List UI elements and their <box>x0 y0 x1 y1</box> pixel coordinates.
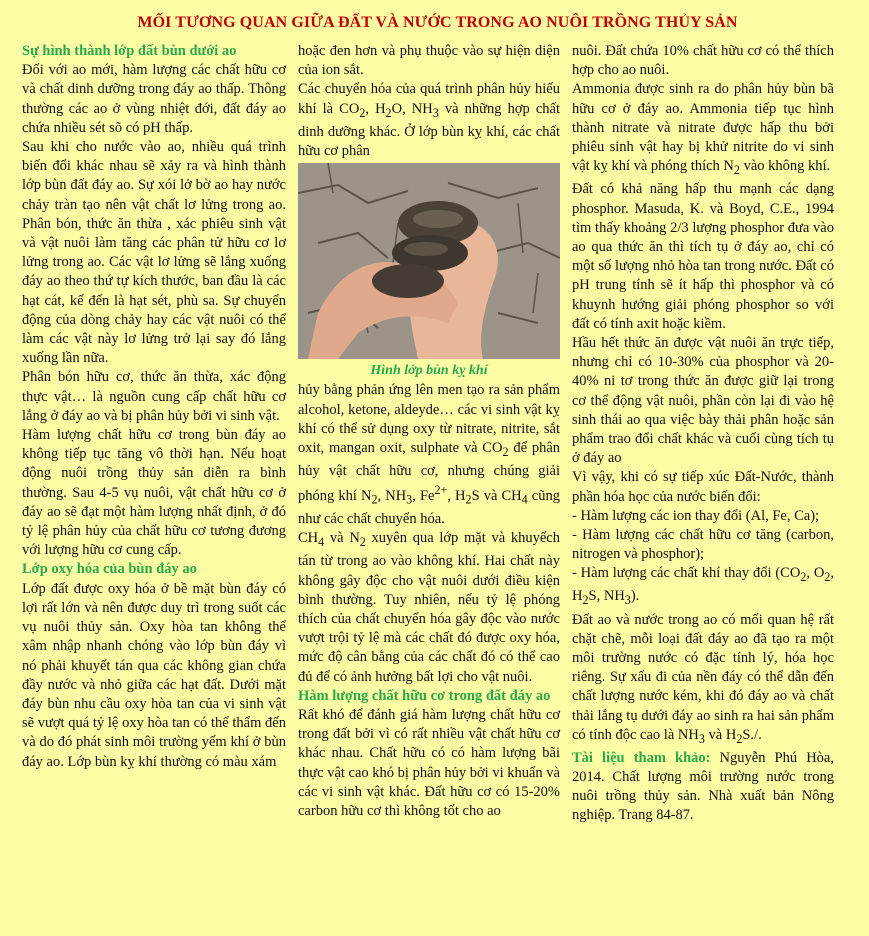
columns <box>22 42 853 826</box>
mud-photo <box>298 163 560 359</box>
reference <box>572 749 834 826</box>
paragraph: Đối với ao mới, hàm lượng các chất hữu cơ và chất dinh dưỡng trong đáy ao thấp. Thông thường các ao ở vùng nhiệt đới, đất đáy ao chứa nhiều sét sõ có pH thấp. <box>22 62 286 136</box>
paragraph: Rất khó để đánh giá hàm lượng chất hữu cơ trong đất bởi vì có rất nhiều vật chất hữu cơ khác nhau. Chất hữu có có hàm lượng bãi thực vật cao khó bị phân hủy bởi vi khuẩn và các vi sinh vật khác. Đất hữu cơ có 15-20% carbon hữu cơ thì không tốt cho ao <box>298 707 560 820</box>
paragraph: Lớp đất được oxy hóa ở bề mặt bùn đáy có lợi rất lớn và nên được duy trì trong suốt các vụ nuôi thủy sản. Oxy hòa tan không thể xâm nhập nhanh chóng vào lớp bùn đáy vì nó phải khuyết tán qua các không gian chứa đầy nước và nhỏ giữa các hạt đất. Dưới mặt đáy bùn nhu cầu oxy hòa tan của vi sinh vật sẽ vượt quá tỷ lệ oxy hòa tan có thể thẩm đến và do đó phát sinh môi trường yếm khí ở bùn đáy ao. Lớp bùn kỵ khí thường có màu xám <box>22 580 286 770</box>
paragraph: Phân bón hữu cơ, thức ăn thừa, xác động thực vật… là nguồn cung cấp chất hữu cơ lắng ở đáy ao và bị phân hủy bởi vi sinh vật. <box>22 369 286 424</box>
paragraph: Ammonia được sinh ra do phân hủy bùn bã hữu cơ ở đáy ao. Ammonia tiếp tục hình thành nitrate và nitrate được hấp thu bởi phiêu sinh vật hay bị khử nitrite do vi sinh vật kỵ khí và phóng thích $N_2$ vào không khí. <box>572 81 834 178</box>
paragraph: $CH_4$ và $N_2$ xuyên qua lớp mặt và khuyếch tán từ trong ao vào không khí. Hai chất này không gây độc cho vật nuôi dưới điều kiện bình thường. Tuy nhiên, nếu tỷ lệ phóng thích của chất chuyển hóa gây độc vào nước vượt trội tỷ lệ mà các chất đó được oxy hóa, mức độ cân bằng của các chất đó có thể cao đủ để có ảnh hưởng bất lợi cho vật nuôi. <box>298 530 560 685</box>
reference-label: Tài liệu tham khảo: <box>572 749 711 766</box>
paragraph: Hàm lượng chất hữu cơ trong bùn đáy ao không tiếp tục tăng vô thời hạn. Nếu hoạt động nuôi trồng thủy sản diễn ra bình thường. Sau 4-5 vụ nuôi, vật chất hữu cơ ở đáy ao sẽ đạt một hàm lượng nhất định, ở đó tỷ lệ phân hủy của chất hữu cơ tương đương với lượng hữu cơ cung cấp. <box>22 427 286 559</box>
paragraph: Đất có khả năng hấp thu mạnh các dạng phosphor. Masuda, K. và Boyd, C.E., 1994 tìm thấy khoảng 2/3 lượng phosphor đưa vào ao qua thức ăn thì tích tụ ở đáy ao, chỉ có một số lượng nhỏ hòa tan trong nước. Đất có pH trung tính sẽ ít hấp thì phosphor và có khuynh hướng giải phóng phosphor so với đất có tính axit hoặc kiềm. <box>572 181 834 332</box>
paragraph: Sau khi cho nước vào ao, nhiều quá trình biến đổi khác nhau sẽ xảy ra và hình thành lớp bùn đất đáy ao. Sự xói lở bờ ao hay nước chảy tràn tạo nên vật chất lơ lửng trong ao. Phân bón, thức ăn thừa , xác phiêu sinh vật và vật nuôi làm tăng các phân tử hữu cơ lơ lửng trong ao. Các vật lơ lửng sẽ lắng xuống đáy ao theo thứ tự kích thước, ban đầu là các hạt cát, kế đến là hạt sét, phù sa. Sự chuyển động của dòng chảy hay các vật nuôi có thể làm các vật này lơ lửng trở lại say đó lắng xuống lần nữa. <box>22 139 286 367</box>
column-3 <box>572 42 834 826</box>
section-heading-organic-content: Hàm lượng chất hữu cơ trong đất đáy ao <box>298 687 551 704</box>
hands-holding-mud-image <box>298 163 560 359</box>
paragraph: Đất ao và nước trong ao có mối quan hệ rất chặt chẽ, mỗi loại đất đáy ao đã tạo ra một môi trường nước có đặc tính lý, hóa học riêng. Sự xấu đi của nền đáy có thể dẫn đến chất lượng nước kém, khi đó đáy ao và chất thải lắng tụ dưới đáy ao sinh ra hai sản phẩm có tính độc cao là $NH_3$ và $H_2S./$. <box>572 611 834 746</box>
paragraph: Các chuyển hóa của quá trình phân hủy hiếu khí là $CO_2$, $H_2O$, $NH_3$ và những hợp chất dinh dưỡng khác. Ở lớp bùn kỵ khí, các chất hữu cơ phân <box>298 81 560 159</box>
section-heading-oxidized-layer: Lớp oxy hóa của bùn đáy ao <box>22 561 197 578</box>
list-item: - Hàm lượng các ion thay đổi (Al, Fe, Ca); <box>572 507 820 524</box>
paragraph: Hầu hết thức ăn được vật nuôi ăn trực tiếp, nhưng chỉ có 10-30% của phosphor và 20-40% ni tơ trong thức ăn được giữ lại trong cơ thể động vật nuôi, phần còn lại đi vào hệ sinh thái ao qua việc bày thải phân hoặc sản phẩm trao đổi chất khác và cuối cùng tích tụ ở đáy ao <box>572 334 834 467</box>
paragraph: hủy bằng phản ứng lên men tạo ra sản phẩm alcohol, ketone, aldeyde… các vi sinh vật kỵ khí có thể sử dụng oxy từ nitrate, nitrite, sắt oxit, mangan oxit, sulphate và $CO_2$ để phân hủy vật chất hữu cơ, nhưng chúng giải phóng khí $N_2$, $NH_3$, $Fe^{2+}$, $H_2S$ và $CH_4$ cũng như các chất chuyển hóa. <box>298 382 561 528</box>
photo-caption: Hình lớp bùn kỵ khí <box>370 363 488 379</box>
column-1 <box>22 42 286 826</box>
column-2 <box>298 42 560 826</box>
list-item: - Hàm lượng các chất hữu cơ tăng (carbon, nitrogen và phosphor); <box>572 526 834 563</box>
list-item: - Hàm lượng các chất khí thay đổi ($CO_2$, $O_2$, $H_2S$, $NH_3$). <box>572 565 834 608</box>
paragraph: hoặc đen hơn và phụ thuộc vào sự hiện diện của ion sắt. <box>298 43 560 79</box>
paragraph: Vì vậy, khi có sự tiếp xúc Đất-Nước, thành phần hóa học của nước biến đổi: <box>572 469 834 505</box>
page-title: MỐI TƯƠNG QUAN GIỮA ĐẤT VÀ NƯỚC TRONG AO NUÔI TRỒNG THỦY SẢN <box>137 14 738 31</box>
paragraph: nuôi. Đất chứa 10% chất hữu cơ có thể thích hợp cho ao nuôi. <box>572 43 834 79</box>
reference-text: Nguyễn Phú Hòa, 2014. Chất lượng môi trường nước trong nuôi trồng thủy sản. Nhà xuất bản Nông nghiệp. Trang 84-87. <box>572 749 834 824</box>
section-heading-mud-formation: Sự hình thành lớp đất bùn dưới ao <box>22 43 237 59</box>
